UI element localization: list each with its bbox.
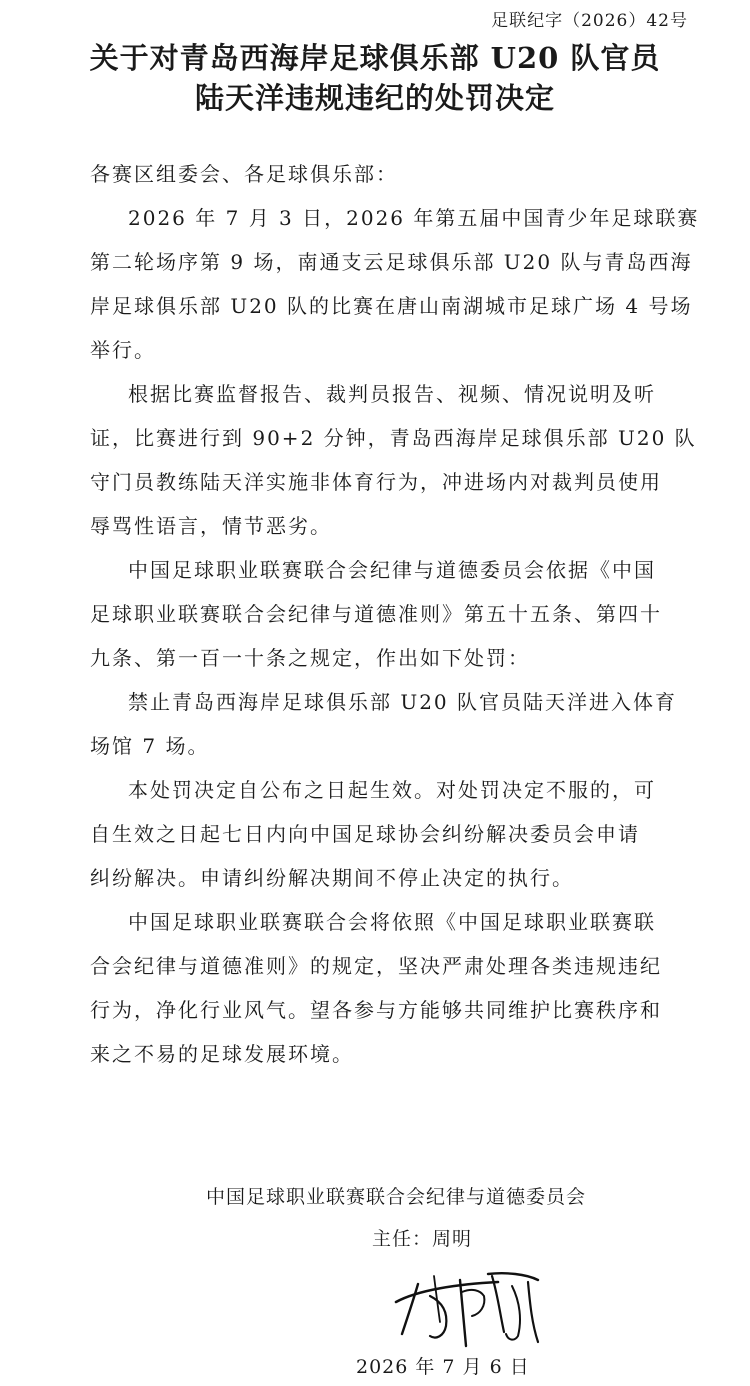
paragraph-1-line-2: 第二轮场序第 9 场，南通支云足球俱乐部 U20 队与青岛西海 <box>90 250 693 274</box>
paragraph-5-line-2: 自生效之日起七日内向中国足球协会纠纷解决委员会申请 <box>90 822 640 846</box>
paragraph-1-line-3: 岸足球俱乐部 U20 队的比赛在唐山南湖城市足球广场 4 号场 <box>90 294 693 318</box>
director-name: 主任：周明 <box>372 1228 473 1250</box>
paragraph-3-line-1: 中国足球职业联赛联合会纪律与道德委员会依据《中国 <box>128 558 656 582</box>
paragraph-6-line-1: 中国足球职业联赛联合会将依照《中国足球职业联赛联 <box>128 910 656 934</box>
document-number: 足联纪字（2026）42号 <box>491 11 688 31</box>
paragraph-1-line-4: 举行。 <box>90 338 156 362</box>
document-title-line-1: 关于对青岛西海岸足球俱乐部 U20 队官员 <box>89 41 661 75</box>
paragraph-4-line-1: 禁止青岛西海岸足球俱乐部 U20 队官员陆天洋进入体育 <box>128 690 678 714</box>
paragraph-5-line-1: 本处罚决定自公布之日起生效。对处罚决定不服的，可 <box>128 778 656 802</box>
paragraph-6-line-2: 合会纪律与道德准则》的规定，坚决严肃处理各类违规违纪 <box>90 954 662 978</box>
document-title-line-2: 陆天洋违规违纪的处罚决定 <box>194 81 555 115</box>
issuing-organization: 中国足球职业联赛联合会纪律与道德委员会 <box>206 1186 587 1208</box>
paragraph-2-line-2: 证，比赛进行到 90+2 分钟，青岛西海岸足球俱乐部 U20 队 <box>90 426 697 450</box>
paragraph-2-line-4: 辱骂性语言，情节恶劣。 <box>90 514 332 538</box>
paragraph-2-line-1: 根据比赛监督报告、裁判员报告、视频、情况说明及听 <box>128 382 656 406</box>
paragraph-5-line-3: 纠纷解决。申请纠纷解决期间不停止决定的执行。 <box>90 866 574 890</box>
handwritten-signature <box>388 1262 548 1350</box>
paragraph-2-line-3: 守门员教练陆天洋实施非体育行为，冲进场内对裁判员使用 <box>90 470 662 494</box>
salutation: 各赛区组委会、各足球俱乐部： <box>90 162 398 186</box>
paragraph-3-line-3: 九条、第一百一十条之规定，作出如下处罚： <box>90 646 530 670</box>
paragraph-6-line-4: 来之不易的足球发展环境。 <box>90 1042 354 1066</box>
paragraph-4-line-2: 场馆 7 场。 <box>90 734 210 758</box>
paragraph-3-line-2: 足球职业联赛联合会纪律与道德准则》第五十五条、第四十 <box>90 602 662 626</box>
paragraph-6-line-3: 行为，净化行业风气。望各参与方能够共同维护比赛秩序和 <box>90 998 662 1022</box>
signature-date: 2026 年 7 月 6 日 <box>356 1356 530 1378</box>
paragraph-1-line-1: 2026 年 7 月 3 日，2026 年第五届中国青少年足球联赛 <box>128 206 700 230</box>
